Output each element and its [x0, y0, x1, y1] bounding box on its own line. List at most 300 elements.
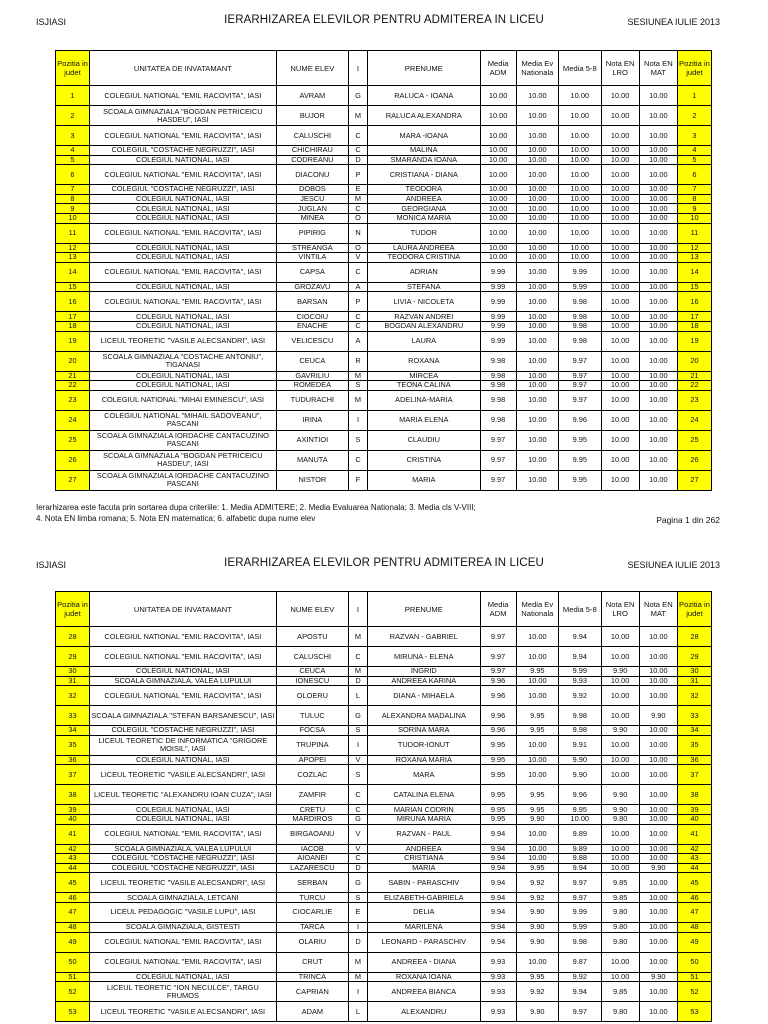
header-col-initial: I — [348, 592, 367, 627]
cell-media-ev: 10.00 — [516, 824, 558, 844]
cell-media-ev: 9.90 — [516, 922, 558, 932]
cell-media-adm: 9.97 — [480, 647, 516, 667]
cell-nota-mat: 10.00 — [639, 262, 677, 282]
cell-first-name: ROXANA IOANA — [368, 972, 481, 982]
cell-media-5-8: 9.95 — [559, 450, 601, 470]
cell-media-ev: 10.00 — [516, 223, 558, 243]
cell-school: COLEGIUL NATIONAL "EMIL RACOVITA", IASI — [89, 932, 276, 952]
cell-last-name: TUDURACHI — [276, 390, 348, 410]
cell-media-adm: 10.00 — [480, 126, 516, 146]
cell-last-name: FOCSA — [276, 726, 348, 736]
table-row — [56, 627, 712, 647]
cell-last-name: MANUTA — [276, 450, 348, 470]
cell-media-5-8: 9.95 — [559, 805, 601, 815]
cell-position: 6 — [56, 165, 90, 185]
cell-nota-mat: 10.00 — [639, 86, 677, 106]
header-right: SESIUNEA IULIE 2013 — [627, 560, 720, 570]
cell-nota-mat: 9.90 — [639, 863, 677, 873]
cell-first-name: ANDREEA KARINA — [368, 676, 481, 686]
cell-school: COLEGIUL "COSTACHE NEGRUZZI", IASI — [89, 185, 276, 195]
cell-school: COLEGIUL NATIONAL, IASI — [89, 972, 276, 982]
cell-school: COLEGIUL NATIONAL, IASI — [89, 321, 276, 331]
cell-school: SCOALA GIMNAZIALA "COSTACHE ANTONIU", TIGANASI — [89, 351, 276, 371]
cell-nota-mat: 10.00 — [639, 902, 677, 922]
cell-first-name: RALUCA ALEXANDRA — [368, 106, 481, 126]
cell-media-5-8: 9.98 — [559, 726, 601, 736]
cell-media-adm: 9.97 — [480, 627, 516, 647]
cell-media-5-8: 9.98 — [559, 706, 601, 726]
cell-position: 9 — [56, 204, 90, 214]
header-col-media-ev: Media Ev Nationala — [516, 592, 558, 627]
cell-position: 7 — [56, 185, 90, 195]
cell-initial: C — [348, 785, 367, 805]
cell-media-ev: 10.00 — [516, 390, 558, 410]
cell-position: 48 — [56, 922, 90, 932]
cell-media-5-8: 10.00 — [559, 86, 601, 106]
cell-last-name: TARCA — [276, 922, 348, 932]
cell-initial: V — [348, 755, 367, 765]
cell-initial: L — [348, 686, 367, 706]
cell-nota-lro: 9.85 — [601, 893, 639, 903]
cell-first-name: ANDREEA — [368, 844, 481, 854]
cell-media-adm: 9.94 — [480, 922, 516, 932]
table-row — [56, 854, 712, 864]
cell-media-adm: 9.98 — [480, 390, 516, 410]
cell-first-name: GEORGIANA — [368, 204, 481, 214]
cell-media-ev: 10.00 — [516, 262, 558, 282]
cell-first-name: ROXANA — [368, 351, 481, 371]
table-row — [56, 331, 712, 351]
cell-nota-mat: 10.00 — [639, 814, 677, 824]
cell-nota-lro: 10.00 — [601, 765, 639, 785]
cell-position-right: 4 — [677, 146, 711, 156]
table-row — [56, 243, 712, 253]
cell-initial: M — [348, 371, 367, 381]
cell-position: 11 — [56, 223, 90, 243]
cell-position: 31 — [56, 676, 90, 686]
cell-media-5-8: 9.97 — [559, 390, 601, 410]
cell-nota-mat: 10.00 — [639, 922, 677, 932]
cell-media-ev: 10.00 — [516, 381, 558, 391]
table-row — [56, 952, 712, 972]
cell-nota-lro: 10.00 — [601, 627, 639, 647]
cell-nota-mat: 10.00 — [639, 351, 677, 371]
cell-first-name: LAURA ANDREEA — [368, 243, 481, 253]
cell-position-right: 7 — [677, 185, 711, 195]
cell-nota-mat: 10.00 — [639, 785, 677, 805]
cell-media-ev: 10.00 — [516, 735, 558, 755]
cell-media-ev: 9.95 — [516, 726, 558, 736]
cell-position: 41 — [56, 824, 90, 844]
cell-media-adm: 9.94 — [480, 893, 516, 903]
cell-position-right: 25 — [677, 430, 711, 450]
cell-nota-lro: 10.00 — [601, 185, 639, 195]
cell-nota-lro: 9.80 — [601, 1002, 639, 1022]
cell-initial: M — [348, 952, 367, 972]
cell-last-name: CHICHIRAU — [276, 146, 348, 156]
cell-initial: G — [348, 814, 367, 824]
cell-school: COLEGIUL NATIONAL "MIHAI EMINESCU", IASI — [89, 390, 276, 410]
cell-first-name: ANDREEA BIANCA — [368, 982, 481, 1002]
cell-last-name: ADAM — [276, 1002, 348, 1022]
header-col-position: Pozitia in judet — [56, 51, 90, 86]
cell-position-right: 27 — [677, 470, 711, 490]
cell-media-5-8: 9.90 — [559, 765, 601, 785]
header-title: IERARHIZAREA ELEVILOR PENTRU ADMITEREA IN LICEU — [224, 557, 544, 569]
cell-nota-mat: 10.00 — [639, 982, 677, 1002]
cell-media-5-8: 9.99 — [559, 667, 601, 677]
cell-last-name: NISTOR — [276, 470, 348, 490]
cell-position: 38 — [56, 785, 90, 805]
cell-position-right: 8 — [677, 194, 711, 204]
cell-last-name: GROZAVU — [276, 282, 348, 292]
cell-first-name: MARA -IOANA — [368, 126, 481, 146]
cell-first-name: LIVIA - NICOLETA — [368, 292, 481, 312]
cell-position-right: 37 — [677, 765, 711, 785]
cell-position-right: 50 — [677, 952, 711, 972]
cell-media-ev: 9.90 — [516, 1002, 558, 1022]
cell-nota-mat: 10.00 — [639, 410, 677, 430]
cell-media-adm: 9.96 — [480, 726, 516, 736]
page-number: Pagina 1 din 262 — [656, 515, 720, 525]
cell-media-adm: 9.96 — [480, 686, 516, 706]
cell-media-5-8: 10.00 — [559, 253, 601, 263]
cell-media-ev: 9.95 — [516, 972, 558, 982]
cell-initial: C — [348, 126, 367, 146]
cell-nota-mat: 10.00 — [639, 243, 677, 253]
cell-position: 45 — [56, 873, 90, 893]
cell-last-name: BARSAN — [276, 292, 348, 312]
cell-media-5-8: 10.00 — [559, 146, 601, 156]
cell-media-adm: 9.99 — [480, 331, 516, 351]
table-row — [56, 785, 712, 805]
cell-initial: I — [348, 735, 367, 755]
cell-last-name: VINTILA — [276, 253, 348, 263]
cell-position: 13 — [56, 253, 90, 263]
cell-school: SCOALA GIMNAZIALA "STEFAN BARSANESCU", IASI — [89, 706, 276, 726]
cell-nota-lro: 10.00 — [601, 146, 639, 156]
header-col-nota-mat: Nota EN MAT — [639, 592, 677, 627]
cell-school: SCOALA GIMNAZIALA, LETCANI — [89, 893, 276, 903]
table-row — [56, 450, 712, 470]
cell-nota-mat: 10.00 — [639, 204, 677, 214]
cell-last-name: SERBAN — [276, 873, 348, 893]
table-row — [56, 814, 712, 824]
cell-nota-mat: 10.00 — [639, 854, 677, 864]
cell-media-5-8: 9.97 — [559, 381, 601, 391]
header-col-media-adm: Media ADM — [480, 51, 516, 86]
cell-media-adm: 9.95 — [480, 765, 516, 785]
cell-media-ev: 10.00 — [516, 686, 558, 706]
cell-media-5-8: 9.88 — [559, 854, 601, 864]
cell-media-ev: 10.00 — [516, 86, 558, 106]
cell-position-right: 26 — [677, 450, 711, 470]
cell-last-name: CALUSCHI — [276, 126, 348, 146]
cell-last-name: CRUT — [276, 952, 348, 972]
cell-last-name: ROMEDEA — [276, 381, 348, 391]
cell-school: LICEUL TEORETIC "VASILE ALECSANDRI", IASI — [89, 765, 276, 785]
table-row — [56, 223, 712, 243]
footnote-line-1: Ierarhizarea este facuta prin sortarea dupa criteriile: 1. Media ADMITERE; 2. Media Evaluarea Nationala; 3. Media cls V-VIII; — [36, 503, 476, 512]
cell-media-adm: 9.95 — [480, 755, 516, 765]
cell-position-right: 52 — [677, 982, 711, 1002]
cell-nota-lro: 9.80 — [601, 932, 639, 952]
cell-school: LICEUL TEORETIC "VASILE ALECSANDRI", IASI — [89, 331, 276, 351]
table-row — [56, 185, 712, 195]
cell-media-5-8: 9.94 — [559, 982, 601, 1002]
cell-nota-mat: 10.00 — [639, 106, 677, 126]
cell-initial: D — [348, 932, 367, 952]
cell-last-name: ZAMFIR — [276, 785, 348, 805]
cell-media-5-8: 9.94 — [559, 647, 601, 667]
cell-media-adm: 10.00 — [480, 243, 516, 253]
cell-nota-mat: 10.00 — [639, 844, 677, 854]
cell-initial: S — [348, 381, 367, 391]
cell-school: LICEUL TEORETIC "VASILE ALECSANDRI", IASI — [89, 873, 276, 893]
cell-nota-lro: 10.00 — [601, 470, 639, 490]
cell-media-5-8: 9.97 — [559, 371, 601, 381]
table-row — [56, 982, 712, 1002]
cell-nota-lro: 10.00 — [601, 126, 639, 146]
cell-school: LICEUL TEORETIC "ALEXANDRU IOAN CUZA", IASI — [89, 785, 276, 805]
cell-position-right: 2 — [677, 106, 711, 126]
cell-media-ev: 9.95 — [516, 863, 558, 873]
table-row — [56, 805, 712, 815]
cell-initial: V — [348, 824, 367, 844]
cell-nota-lro: 9.90 — [601, 726, 639, 736]
cell-first-name: TEODORA — [368, 185, 481, 195]
cell-media-ev: 10.00 — [516, 765, 558, 785]
table-row — [56, 253, 712, 263]
cell-nota-lro: 10.00 — [601, 952, 639, 972]
cell-media-adm: 10.00 — [480, 253, 516, 263]
cell-position-right: 13 — [677, 253, 711, 263]
cell-school: COLEGIUL "COSTACHE NEGRUZZI", IASI — [89, 726, 276, 736]
cell-position: 33 — [56, 706, 90, 726]
cell-position: 26 — [56, 450, 90, 470]
cell-nota-lro: 9.90 — [601, 805, 639, 815]
cell-media-adm: 9.98 — [480, 410, 516, 430]
table-row — [56, 146, 712, 156]
cell-first-name: RAZVAN ANDREI — [368, 312, 481, 322]
cell-media-ev: 10.00 — [516, 351, 558, 371]
cell-media-adm: 9.97 — [480, 450, 516, 470]
cell-nota-mat: 10.00 — [639, 805, 677, 815]
cell-last-name: VELICESCU — [276, 331, 348, 351]
cell-school: LICEUL TEORETIC DE INFORMATICA "GRIGORE MOISIL", IASI — [89, 735, 276, 755]
cell-media-ev: 10.00 — [516, 185, 558, 195]
cell-school: COLEGIUL NATIONAL "EMIL RACOVITA", IASI — [89, 686, 276, 706]
cell-last-name: IONESCU — [276, 676, 348, 686]
cell-media-5-8: 10.00 — [559, 213, 601, 223]
cell-position-right: 38 — [677, 785, 711, 805]
cell-nota-lro: 10.00 — [601, 824, 639, 844]
cell-last-name: STREANGA — [276, 243, 348, 253]
cell-first-name: ADELINA-MARIA — [368, 390, 481, 410]
page-header — [0, 14, 768, 30]
cell-media-adm: 9.95 — [480, 805, 516, 815]
header-col-nota-lro: Nota EN LRO — [601, 592, 639, 627]
cell-media-5-8: 10.00 — [559, 165, 601, 185]
cell-first-name: MARIAN CODRIN — [368, 805, 481, 815]
cell-nota-lro: 10.00 — [601, 676, 639, 686]
cell-position-right: 32 — [677, 686, 711, 706]
header-col-first-name: PRENUME — [368, 51, 481, 86]
cell-media-ev: 10.00 — [516, 854, 558, 864]
cell-media-5-8: 9.98 — [559, 312, 601, 322]
cell-nota-mat: 10.00 — [639, 213, 677, 223]
cell-first-name: STEFANA — [368, 282, 481, 292]
cell-nota-lro: 10.00 — [601, 854, 639, 864]
cell-position-right: 21 — [677, 371, 711, 381]
cell-initial: C — [348, 262, 367, 282]
cell-nota-lro: 10.00 — [601, 155, 639, 165]
cell-school: COLEGIUL "COSTACHE NEGRUZZI", IASI — [89, 863, 276, 873]
cell-last-name: MINEA — [276, 213, 348, 223]
table-row — [56, 873, 712, 893]
cell-position-right: 22 — [677, 381, 711, 391]
cell-position-right: 40 — [677, 814, 711, 824]
cell-media-ev: 10.00 — [516, 371, 558, 381]
cell-first-name: MIRCEA — [368, 371, 481, 381]
cell-first-name: MARA — [368, 765, 481, 785]
cell-last-name: AXINTIOI — [276, 430, 348, 450]
table-row — [56, 126, 712, 146]
cell-media-ev: 10.00 — [516, 194, 558, 204]
cell-school: COLEGIUL NATIONAL, IASI — [89, 371, 276, 381]
cell-first-name: MARIA — [368, 470, 481, 490]
header-col-school: UNITATEA DE INVATAMANT — [89, 592, 276, 627]
cell-nota-lro: 10.00 — [601, 165, 639, 185]
cell-first-name: LAURA — [368, 331, 481, 351]
cell-nota-mat: 10.00 — [639, 1002, 677, 1022]
cell-nota-lro: 10.00 — [601, 647, 639, 667]
cell-nota-mat: 10.00 — [639, 873, 677, 893]
cell-first-name: DELIA — [368, 902, 481, 922]
table-row — [56, 381, 712, 391]
cell-school: COLEGIUL NATIONAL, IASI — [89, 204, 276, 214]
header-col-last-name: NUME ELEV — [276, 592, 348, 627]
cell-nota-mat: 10.00 — [639, 450, 677, 470]
cell-position-right: 44 — [677, 863, 711, 873]
cell-school: COLEGIUL NATIONAL, IASI — [89, 755, 276, 765]
cell-school: COLEGIUL "COSTACHE NEGRUZZI", IASI — [89, 146, 276, 156]
cell-nota-mat: 10.00 — [639, 390, 677, 410]
cell-nota-lro: 10.00 — [601, 223, 639, 243]
cell-initial: N — [348, 223, 367, 243]
cell-position-right: 35 — [677, 735, 711, 755]
cell-position-right: 36 — [677, 755, 711, 765]
cell-position-right: 1 — [677, 86, 711, 106]
cell-school: COLEGIUL NATIONAL, IASI — [89, 282, 276, 292]
cell-initial: A — [348, 331, 367, 351]
cell-media-ev: 10.00 — [516, 253, 558, 263]
table-row — [56, 893, 712, 903]
cell-initial: M — [348, 106, 367, 126]
cell-position-right: 14 — [677, 262, 711, 282]
cell-media-5-8: 9.99 — [559, 922, 601, 932]
cell-position: 8 — [56, 194, 90, 204]
cell-media-ev: 10.00 — [516, 155, 558, 165]
cell-position-right: 33 — [677, 706, 711, 726]
cell-nota-lro: 9.90 — [601, 785, 639, 805]
cell-media-adm: 9.99 — [480, 262, 516, 282]
cell-first-name: MONICA MARIA — [368, 213, 481, 223]
cell-position-right: 31 — [677, 676, 711, 686]
table-row — [56, 686, 712, 706]
cell-media-5-8: 10.00 — [559, 126, 601, 146]
cell-initial: M — [348, 390, 367, 410]
cell-position-right: 9 — [677, 204, 711, 214]
cell-nota-mat: 10.00 — [639, 331, 677, 351]
cell-nota-lro: 10.00 — [601, 706, 639, 726]
cell-initial: C — [348, 146, 367, 156]
cell-initial: V — [348, 253, 367, 263]
cell-position-right: 23 — [677, 390, 711, 410]
cell-position: 51 — [56, 972, 90, 982]
table-row — [56, 844, 712, 854]
table-row — [56, 932, 712, 952]
table-row — [56, 165, 712, 185]
cell-media-adm: 9.96 — [480, 706, 516, 726]
cell-media-ev: 10.00 — [516, 282, 558, 292]
cell-initial: M — [348, 627, 367, 647]
cell-media-adm: 10.00 — [480, 185, 516, 195]
cell-last-name: AIOANEI — [276, 854, 348, 864]
cell-media-ev: 10.00 — [516, 165, 558, 185]
cell-last-name: MARDIROS — [276, 814, 348, 824]
cell-initial: P — [348, 292, 367, 312]
cell-position-right: 51 — [677, 972, 711, 982]
header-left: ISJIASI — [36, 560, 67, 570]
cell-initial: P — [348, 165, 367, 185]
cell-first-name: CRISTIANA — [368, 854, 481, 864]
table-row — [56, 292, 712, 312]
table-row — [56, 824, 712, 844]
table-row — [56, 155, 712, 165]
cell-media-ev: 10.00 — [516, 647, 558, 667]
table-row — [56, 312, 712, 322]
table-row — [56, 86, 712, 106]
cell-media-adm: 9.97 — [480, 667, 516, 677]
cell-position: 39 — [56, 805, 90, 815]
header-col-initial: I — [348, 51, 367, 86]
cell-initial: I — [348, 982, 367, 1002]
cell-position: 44 — [56, 863, 90, 873]
cell-nota-mat: 10.00 — [639, 755, 677, 765]
cell-position: 34 — [56, 726, 90, 736]
cell-last-name: BIRGAOANU — [276, 824, 348, 844]
cell-position: 47 — [56, 902, 90, 922]
cell-school: LICEUL TEORETIC "VASILE ALECSANDRI", IASI — [89, 1002, 276, 1022]
cell-last-name: CIOCOIU — [276, 312, 348, 322]
cell-first-name: MARIA ELENA — [368, 410, 481, 430]
cell-position: 10 — [56, 213, 90, 223]
cell-nota-lro: 10.00 — [601, 243, 639, 253]
cell-nota-lro: 10.00 — [601, 351, 639, 371]
header-col-nota-mat: Nota EN MAT — [639, 51, 677, 86]
cell-media-ev: 10.00 — [516, 430, 558, 450]
cell-nota-lro: 10.00 — [601, 204, 639, 214]
cell-media-adm: 10.00 — [480, 155, 516, 165]
cell-last-name: JESCU — [276, 194, 348, 204]
header-col-first-name: PRENUME — [368, 592, 481, 627]
cell-media-ev: 9.92 — [516, 982, 558, 1002]
cell-last-name: CEUCA — [276, 351, 348, 371]
cell-first-name: LEONARD - PARASCHIV — [368, 932, 481, 952]
cell-position: 24 — [56, 410, 90, 430]
cell-initial: S — [348, 430, 367, 450]
